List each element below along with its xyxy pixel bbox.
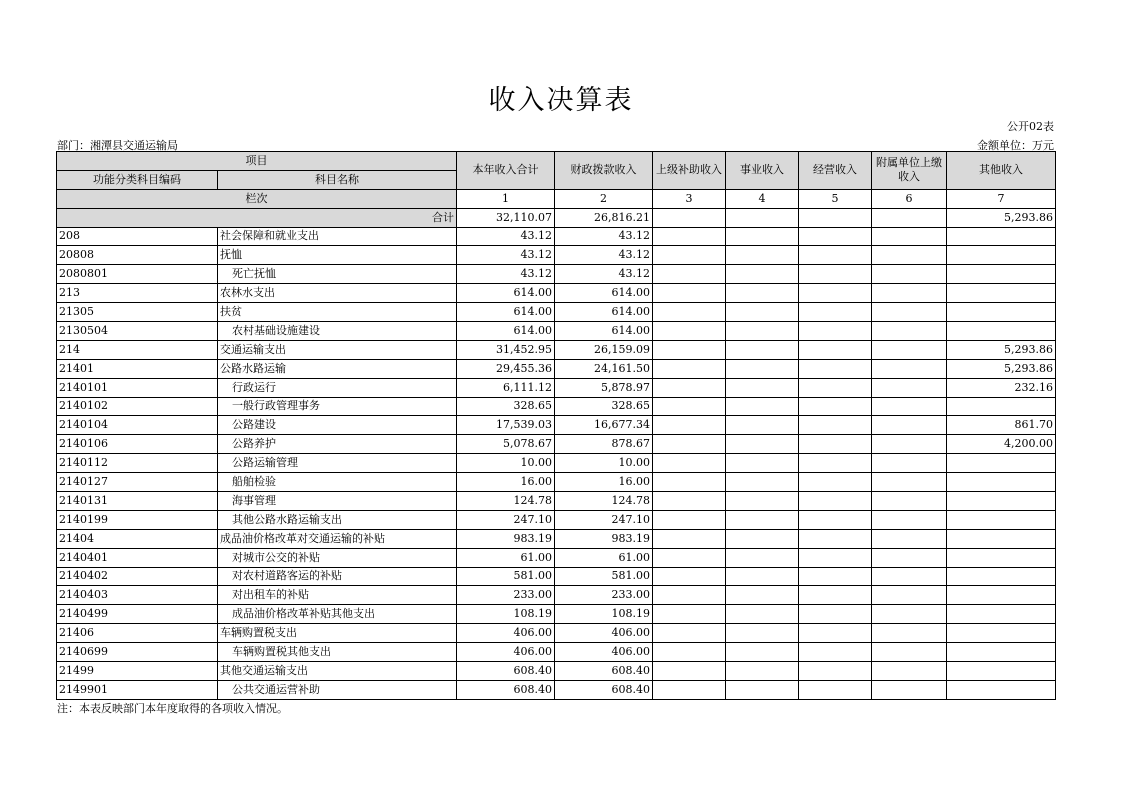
- business-cell: [726, 624, 799, 643]
- subject-name-cell: 车辆购置税其他支出: [218, 643, 457, 662]
- func-code-cell: 20808: [57, 246, 218, 265]
- total-label: 合计: [57, 208, 457, 227]
- operating-cell: [799, 567, 872, 586]
- total-income-cell: 406.00: [457, 624, 555, 643]
- affiliated-cell: [872, 416, 947, 435]
- other-income-cell: [947, 265, 1056, 284]
- subject-name-cell: 对城市公交的补贴: [218, 548, 457, 567]
- other-income-cell: [947, 246, 1056, 265]
- affiliated-cell: [872, 586, 947, 605]
- table-row: [57, 378, 1056, 397]
- other-income-cell: 5,293.86: [947, 359, 1056, 378]
- empty-cell: [726, 208, 799, 227]
- affiliated-cell: [872, 643, 947, 662]
- affiliated-cell: [872, 473, 947, 492]
- fiscal-cell: 124.78: [555, 492, 653, 511]
- subject-name-cell: 死亡抚恤: [218, 265, 457, 284]
- func-code-cell: 2140131: [57, 492, 218, 511]
- operating-cell: [799, 492, 872, 511]
- header-other: 其他收入: [947, 152, 1056, 190]
- fiscal-cell: 233.00: [555, 586, 653, 605]
- other-income-cell: [947, 492, 1056, 511]
- department-label: 部门：湘潭县交通运输局: [57, 139, 178, 152]
- superior-cell: [653, 322, 726, 341]
- subject-name-cell: 船舶检验: [218, 473, 457, 492]
- superior-cell: [653, 605, 726, 624]
- subject-name-cell: 成品油价格改革对交通运输的补贴: [218, 529, 457, 548]
- business-cell: [726, 529, 799, 548]
- table-row: [57, 265, 1056, 284]
- header-subject-name: 科目名称: [218, 170, 457, 189]
- index-cell: 2: [555, 189, 653, 208]
- business-cell: [726, 643, 799, 662]
- operating-cell: [799, 510, 872, 529]
- operating-cell: [799, 680, 872, 699]
- superior-cell: [653, 643, 726, 662]
- func-code-cell: 2140499: [57, 605, 218, 624]
- total-income-cell: 614.00: [457, 303, 555, 322]
- func-code-cell: 2140101: [57, 378, 218, 397]
- index-cell: 5: [799, 189, 872, 208]
- total-income-cell: 406.00: [457, 643, 555, 662]
- affiliated-cell: [872, 662, 947, 681]
- business-cell: [726, 586, 799, 605]
- header-project: 项目: [57, 152, 457, 171]
- business-cell: [726, 454, 799, 473]
- fiscal-cell: 247.10: [555, 510, 653, 529]
- total-income-cell: 43.12: [457, 246, 555, 265]
- superior-cell: [653, 567, 726, 586]
- func-code-cell: 21401: [57, 359, 218, 378]
- fiscal-cell: 406.00: [555, 624, 653, 643]
- total-other-cell: 5,293.86: [947, 208, 1056, 227]
- business-cell: [726, 473, 799, 492]
- subject-name-cell: 交通运输支出: [218, 340, 457, 359]
- table-row: [57, 284, 1056, 303]
- subject-name-cell: 行政运行: [218, 378, 457, 397]
- other-income-cell: [947, 680, 1056, 699]
- fiscal-cell: 26,159.09: [555, 340, 653, 359]
- func-code-cell: 2140199: [57, 510, 218, 529]
- subject-name-cell: 农村基础设施建设: [218, 322, 457, 341]
- superior-cell: [653, 510, 726, 529]
- business-cell: [726, 492, 799, 511]
- other-income-cell: 861.70: [947, 416, 1056, 435]
- other-income-cell: [947, 548, 1056, 567]
- fiscal-cell: 16,677.34: [555, 416, 653, 435]
- total-fiscal-cell: 26,816.21: [555, 208, 653, 227]
- business-cell: [726, 662, 799, 681]
- func-code-cell: 2140112: [57, 454, 218, 473]
- other-income-cell: [947, 284, 1056, 303]
- business-cell: [726, 397, 799, 416]
- func-code-cell: 21404: [57, 529, 218, 548]
- fiscal-cell: 43.12: [555, 265, 653, 284]
- superior-cell: [653, 246, 726, 265]
- business-cell: [726, 548, 799, 567]
- affiliated-cell: [872, 284, 947, 303]
- index-cell: 6: [872, 189, 947, 208]
- superior-cell: [653, 548, 726, 567]
- business-cell: [726, 435, 799, 454]
- empty-cell: [653, 208, 726, 227]
- affiliated-cell: [872, 529, 947, 548]
- fiscal-cell: 328.65: [555, 397, 653, 416]
- header-business: 事业收入: [726, 152, 799, 190]
- business-cell: [726, 416, 799, 435]
- table-row: [57, 322, 1056, 341]
- superior-cell: [653, 303, 726, 322]
- subject-name-cell: 一般行政管理事务: [218, 397, 457, 416]
- fiscal-cell: 878.67: [555, 435, 653, 454]
- income-table: [56, 151, 1056, 700]
- func-code-cell: 2140104: [57, 416, 218, 435]
- operating-cell: [799, 227, 872, 246]
- operating-cell: [799, 340, 872, 359]
- affiliated-cell: [872, 303, 947, 322]
- table-row: [57, 492, 1056, 511]
- affiliated-cell: [872, 492, 947, 511]
- form-number: 公开02表: [1007, 120, 1054, 133]
- fiscal-cell: 608.40: [555, 680, 653, 699]
- superior-cell: [653, 435, 726, 454]
- total-income-cell: 6,111.12: [457, 378, 555, 397]
- unit-label: 金额单位：万元: [977, 139, 1054, 152]
- total-income-cell: 581.00: [457, 567, 555, 586]
- table-row: [57, 680, 1056, 699]
- operating-cell: [799, 643, 872, 662]
- header-affiliated: 附属单位上缴收入: [872, 152, 947, 190]
- func-code-cell: 213: [57, 284, 218, 303]
- func-code-cell: 2140102: [57, 397, 218, 416]
- total-income-cell: 16.00: [457, 473, 555, 492]
- func-code-cell: 21406: [57, 624, 218, 643]
- table-row: [57, 246, 1056, 265]
- operating-cell: [799, 397, 872, 416]
- header-total-income: 本年收入合计: [457, 152, 555, 190]
- affiliated-cell: [872, 680, 947, 699]
- subject-name-cell: 公路水路运输: [218, 359, 457, 378]
- affiliated-cell: [872, 510, 947, 529]
- table-row: [57, 643, 1056, 662]
- business-cell: [726, 680, 799, 699]
- superior-cell: [653, 397, 726, 416]
- subject-name-cell: 其他交通运输支出: [218, 662, 457, 681]
- total-income-cell: 614.00: [457, 284, 555, 303]
- subject-name-cell: 社会保障和就业支出: [218, 227, 457, 246]
- operating-cell: [799, 265, 872, 284]
- table-row: [57, 567, 1056, 586]
- business-cell: [726, 567, 799, 586]
- footnote: 注：本表反映部门本年度取得的各项收入情况。: [57, 702, 288, 715]
- operating-cell: [799, 586, 872, 605]
- affiliated-cell: [872, 265, 947, 284]
- affiliated-cell: [872, 397, 947, 416]
- table-row: [57, 529, 1056, 548]
- superior-cell: [653, 624, 726, 643]
- other-income-cell: [947, 454, 1056, 473]
- subject-name-cell: 公路建设: [218, 416, 457, 435]
- table-row: [57, 435, 1056, 454]
- other-income-cell: [947, 567, 1056, 586]
- affiliated-cell: [872, 378, 947, 397]
- fiscal-cell: 608.40: [555, 662, 653, 681]
- affiliated-cell: [872, 454, 947, 473]
- operating-cell: [799, 378, 872, 397]
- subject-name-cell: 对农村道路客运的补贴: [218, 567, 457, 586]
- header-col-index: 栏次: [57, 189, 457, 208]
- other-income-cell: [947, 322, 1056, 341]
- other-income-cell: [947, 643, 1056, 662]
- table-row: [57, 416, 1056, 435]
- total-income-cell: 31,452.95: [457, 340, 555, 359]
- index-cell: 3: [653, 189, 726, 208]
- header-operating: 经营收入: [799, 152, 872, 190]
- total-income-cell: 17,539.03: [457, 416, 555, 435]
- fiscal-cell: 61.00: [555, 548, 653, 567]
- superior-cell: [653, 378, 726, 397]
- fiscal-cell: 43.12: [555, 246, 653, 265]
- subject-name-cell: 成品油价格改革补贴其他支出: [218, 605, 457, 624]
- superior-cell: [653, 680, 726, 699]
- other-income-cell: [947, 510, 1056, 529]
- subject-name-cell: 海事管理: [218, 492, 457, 511]
- superior-cell: [653, 662, 726, 681]
- subject-name-cell: 车辆购置税支出: [218, 624, 457, 643]
- operating-cell: [799, 662, 872, 681]
- affiliated-cell: [872, 435, 947, 454]
- business-cell: [726, 265, 799, 284]
- func-code-cell: 208: [57, 227, 218, 246]
- affiliated-cell: [872, 246, 947, 265]
- func-code-cell: 21305: [57, 303, 218, 322]
- superior-cell: [653, 284, 726, 303]
- subject-name-cell: 对出租车的补贴: [218, 586, 457, 605]
- subject-name-cell: 公共交通运营补助: [218, 680, 457, 699]
- subject-name-cell: 抚恤: [218, 246, 457, 265]
- business-cell: [726, 322, 799, 341]
- func-code-cell: 21499: [57, 662, 218, 681]
- table-row: [57, 397, 1056, 416]
- subject-name-cell: 扶贫: [218, 303, 457, 322]
- index-cell: 1: [457, 189, 555, 208]
- other-income-cell: [947, 586, 1056, 605]
- subject-name-cell: 农林水支出: [218, 284, 457, 303]
- total-income-cell: 32,110.07: [457, 208, 555, 227]
- total-income-cell: 29,455.36: [457, 359, 555, 378]
- operating-cell: [799, 473, 872, 492]
- operating-cell: [799, 246, 872, 265]
- subject-name-cell: 公路运输管理: [218, 454, 457, 473]
- header-fiscal: 财政拨款收入: [555, 152, 653, 190]
- fiscal-cell: 16.00: [555, 473, 653, 492]
- superior-cell: [653, 492, 726, 511]
- table-row: [57, 662, 1056, 681]
- business-cell: [726, 510, 799, 529]
- superior-cell: [653, 340, 726, 359]
- total-income-cell: 108.19: [457, 605, 555, 624]
- table-row: [57, 340, 1056, 359]
- affiliated-cell: [872, 359, 947, 378]
- total-income-cell: 983.19: [457, 529, 555, 548]
- total-income-cell: 10.00: [457, 454, 555, 473]
- fiscal-cell: 5,878.97: [555, 378, 653, 397]
- superior-cell: [653, 586, 726, 605]
- other-income-cell: [947, 529, 1056, 548]
- header-superior: 上级补助收入: [653, 152, 726, 190]
- operating-cell: [799, 529, 872, 548]
- operating-cell: [799, 416, 872, 435]
- empty-cell: [872, 208, 947, 227]
- business-cell: [726, 340, 799, 359]
- func-code-cell: 2140403: [57, 586, 218, 605]
- table-row: [57, 473, 1056, 492]
- table-row: [57, 510, 1056, 529]
- fiscal-cell: 581.00: [555, 567, 653, 586]
- table-row: [57, 454, 1056, 473]
- superior-cell: [653, 265, 726, 284]
- operating-cell: [799, 454, 872, 473]
- affiliated-cell: [872, 227, 947, 246]
- business-cell: [726, 378, 799, 397]
- affiliated-cell: [872, 322, 947, 341]
- table-row: [57, 624, 1056, 643]
- table-row: [57, 303, 1056, 322]
- total-income-cell: 124.78: [457, 492, 555, 511]
- fiscal-cell: 406.00: [555, 643, 653, 662]
- index-cell: 7: [947, 189, 1056, 208]
- affiliated-cell: [872, 340, 947, 359]
- affiliated-cell: [872, 624, 947, 643]
- other-income-cell: 5,293.86: [947, 340, 1056, 359]
- affiliated-cell: [872, 548, 947, 567]
- other-income-cell: 232.16: [947, 378, 1056, 397]
- total-income-cell: 233.00: [457, 586, 555, 605]
- index-cell: 4: [726, 189, 799, 208]
- subject-name-cell: 其他公路水路运输支出: [218, 510, 457, 529]
- func-code-cell: 2149901: [57, 680, 218, 699]
- table-row: [57, 548, 1056, 567]
- superior-cell: [653, 227, 726, 246]
- other-income-cell: 4,200.00: [947, 435, 1056, 454]
- fiscal-cell: 108.19: [555, 605, 653, 624]
- subject-name-cell: 公路养护: [218, 435, 457, 454]
- superior-cell: [653, 473, 726, 492]
- table-row: [57, 227, 1056, 246]
- operating-cell: [799, 624, 872, 643]
- superior-cell: [653, 359, 726, 378]
- other-income-cell: [947, 397, 1056, 416]
- header-func-code: 功能分类科目编码: [57, 170, 218, 189]
- func-code-cell: 2130504: [57, 322, 218, 341]
- total-row: [57, 208, 1056, 227]
- total-income-cell: 328.65: [457, 397, 555, 416]
- operating-cell: [799, 605, 872, 624]
- page-title: 收入决算表: [488, 85, 634, 116]
- func-code-cell: 214: [57, 340, 218, 359]
- table-row: [57, 586, 1056, 605]
- total-income-cell: 61.00: [457, 548, 555, 567]
- fiscal-cell: 614.00: [555, 303, 653, 322]
- operating-cell: [799, 435, 872, 454]
- operating-cell: [799, 284, 872, 303]
- business-cell: [726, 359, 799, 378]
- total-income-cell: 43.12: [457, 227, 555, 246]
- fiscal-cell: 24,161.50: [555, 359, 653, 378]
- business-cell: [726, 227, 799, 246]
- business-cell: [726, 246, 799, 265]
- fiscal-cell: 614.00: [555, 322, 653, 341]
- affiliated-cell: [872, 567, 947, 586]
- total-income-cell: 5,078.67: [457, 435, 555, 454]
- other-income-cell: [947, 624, 1056, 643]
- superior-cell: [653, 529, 726, 548]
- func-code-cell: 2080801: [57, 265, 218, 284]
- other-income-cell: [947, 605, 1056, 624]
- fiscal-cell: 614.00: [555, 284, 653, 303]
- other-income-cell: [947, 303, 1056, 322]
- superior-cell: [653, 454, 726, 473]
- func-code-cell: 2140127: [57, 473, 218, 492]
- business-cell: [726, 303, 799, 322]
- total-income-cell: 608.40: [457, 662, 555, 681]
- func-code-cell: 2140106: [57, 435, 218, 454]
- table-row: [57, 605, 1056, 624]
- affiliated-cell: [872, 605, 947, 624]
- business-cell: [726, 284, 799, 303]
- fiscal-cell: 43.12: [555, 227, 653, 246]
- func-code-cell: 2140401: [57, 548, 218, 567]
- fiscal-cell: 983.19: [555, 529, 653, 548]
- operating-cell: [799, 548, 872, 567]
- empty-cell: [799, 208, 872, 227]
- business-cell: [726, 605, 799, 624]
- other-income-cell: [947, 473, 1056, 492]
- total-income-cell: 614.00: [457, 322, 555, 341]
- func-code-cell: 2140699: [57, 643, 218, 662]
- total-income-cell: 608.40: [457, 680, 555, 699]
- other-income-cell: [947, 662, 1056, 681]
- total-income-cell: 247.10: [457, 510, 555, 529]
- superior-cell: [653, 416, 726, 435]
- operating-cell: [799, 359, 872, 378]
- func-code-cell: 2140402: [57, 567, 218, 586]
- table-row: [57, 359, 1056, 378]
- operating-cell: [799, 303, 872, 322]
- fiscal-cell: 10.00: [555, 454, 653, 473]
- operating-cell: [799, 322, 872, 341]
- other-income-cell: [947, 227, 1056, 246]
- total-income-cell: 43.12: [457, 265, 555, 284]
